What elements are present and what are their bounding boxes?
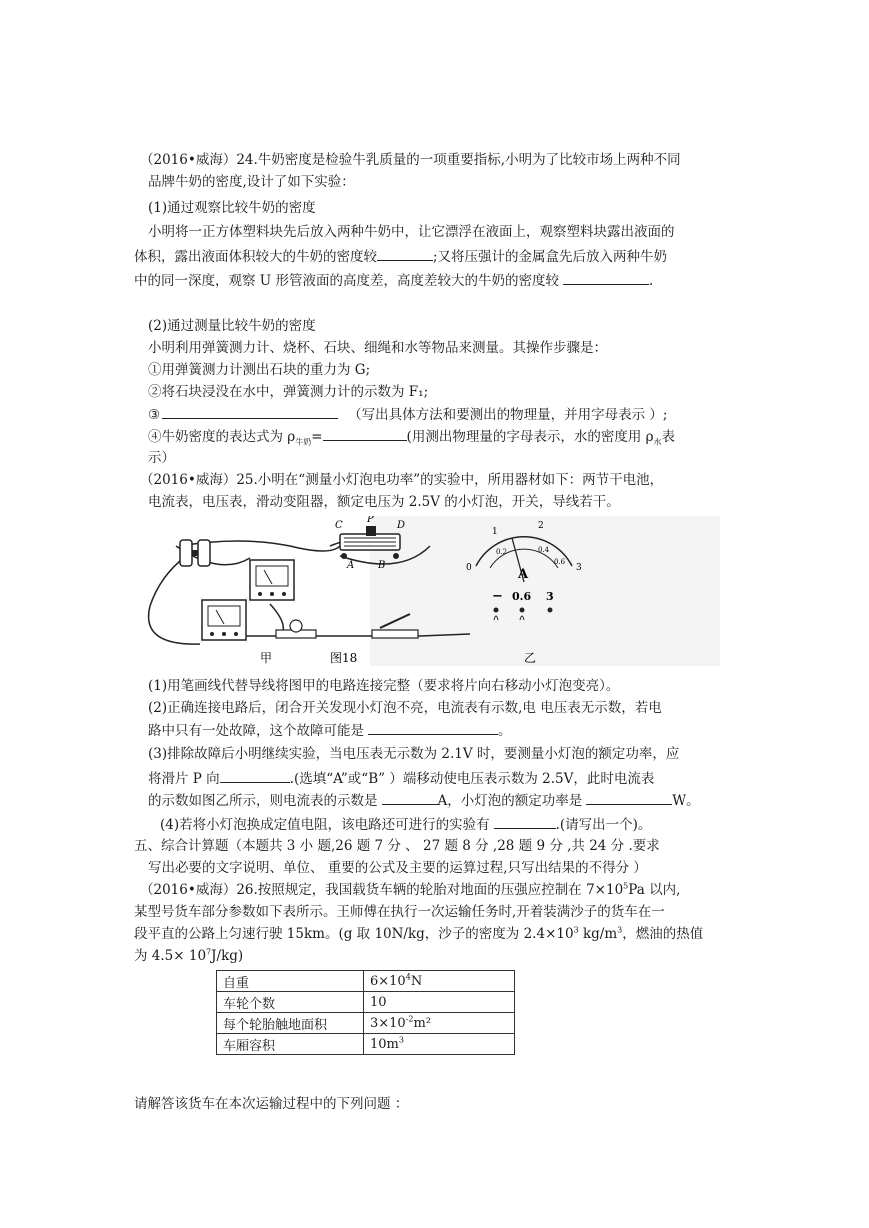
- cell-value-sup: 4: [405, 972, 411, 982]
- q26-line1-sup: 5: [623, 881, 629, 891]
- label-jia: 甲: [260, 651, 273, 665]
- q24-blank-2[interactable]: [563, 270, 649, 285]
- table-row: [217, 971, 515, 992]
- q26-line4-tail: J/kg): [211, 948, 244, 964]
- q25-blank-1[interactable]: [368, 720, 498, 735]
- q24-blank-3[interactable]: [162, 404, 338, 419]
- q24-line1: （2016•威海）24.牛奶密度是检验牛乳质量的一项重要指标,小明为了比较市场上两种不同: [140, 152, 681, 168]
- table-cell-value: [364, 992, 515, 1013]
- q24-part1-line2-text: 体积，露出液面体积较大的牛奶的密度较: [134, 249, 377, 265]
- q25-s4: [160, 814, 651, 835]
- q25-s3-line3-mid: A，小灯泡的额定功率是: [437, 793, 583, 809]
- q26-line3-unit: kg/m: [578, 926, 618, 942]
- q24-part1-title: (1)通过观察比较牛奶的密度: [148, 200, 316, 216]
- q24-blank-4[interactable]: [323, 426, 407, 441]
- table-row: [217, 992, 515, 1013]
- label-D: D: [397, 520, 406, 531]
- q24-part1-line3: [134, 270, 653, 291]
- scale-1: 1: [492, 527, 498, 537]
- q24-part1-line3-text: 中的同一深度，观察 U 形管液面的高度差，高度差较大的牛奶的密度较: [134, 273, 559, 289]
- q24-part2-title: (2)通过测量比较牛奶的密度: [148, 318, 316, 334]
- circuit-figure: [140, 516, 720, 666]
- q26-line4: [134, 946, 243, 966]
- q25-s3-line2-tail: .(选填“A”或“B” ）端移动使电压表示数为 2.5V，此时电流表: [289, 771, 655, 787]
- q24-step4-tail: 表: [661, 429, 676, 445]
- q24-step1: ①用弹簧测力计测出石块的重力为 G;: [148, 362, 371, 378]
- q25-s3-line3: [148, 790, 700, 811]
- q25-s2-line2-text: 路中只有一处故障，这个故障可能是: [148, 723, 364, 739]
- q24-step2: ②将石块浸没在水中，弹簧测力计的示数为 F₁;: [148, 384, 429, 400]
- q25-blank-2[interactable]: [220, 768, 290, 783]
- table-row: [217, 1013, 515, 1034]
- q25-s3-line1: (3)排除故障后小明继续实验，当电压表无示数为 2.1V 时，要测量小灯泡的额定功率，应: [148, 746, 680, 762]
- scale-3: 3: [576, 563, 582, 573]
- q24-step4-cont: 示）: [148, 450, 175, 466]
- q25-blank-5[interactable]: [494, 814, 556, 829]
- q26-line1-tail: Pa 以内,: [628, 882, 681, 898]
- q26-line3: [134, 924, 703, 944]
- label-C: C: [335, 520, 343, 531]
- q26-final: 请解答该货车在本次运输过程中的下列问题 ：: [134, 1096, 409, 1112]
- scale-2: 2: [538, 521, 544, 531]
- label-yi: 乙: [524, 651, 537, 665]
- q24-step4-sub2: 水: [653, 437, 662, 447]
- q24-part1-line3-tail: .: [648, 273, 654, 289]
- q25-blank-3[interactable]: [382, 790, 438, 805]
- q25-s3-line3-text: 的示数如图乙所示，则电流表的示数是: [148, 793, 378, 809]
- scale-0: 0: [466, 563, 472, 573]
- label-B: B: [378, 560, 386, 571]
- q25-s1: (1)用笔画线代替导线将图甲的电路连接完整（要求将片向右移动小灯泡变亮）。: [148, 678, 620, 694]
- scale-0-6: 0.6: [554, 558, 566, 566]
- q25-s4-text: (4)若将小灯泡换成定值电阻，该电路还可进行的实验有: [160, 817, 490, 833]
- cell-value-sup: 3: [398, 1035, 404, 1045]
- q25-line2: 电流表，电压表，滑动变阻器，额定电压为 2.5V 的小灯泡，开关，导线若干。: [148, 494, 620, 510]
- q24-step4-sub: 牛奶: [295, 437, 312, 447]
- q24-step4-eq: =: [311, 429, 323, 445]
- table-cell-value: [364, 1034, 515, 1055]
- q25-s3-line2: [148, 768, 654, 789]
- q26-line3-sup2: 3: [617, 925, 623, 935]
- section5-line1: 五、综合计算题（本题共 3 小 题,26 题 7 分 、 27 题 8 分 ,28 题 9 分 ,共 24 分 .要求: [134, 838, 660, 854]
- cell-value-text: 10m: [370, 1036, 399, 1052]
- voltmeter-icon: [250, 560, 294, 600]
- table-cell-key: 车轮个数: [217, 992, 364, 1013]
- q24-part1-line2-tail: ;又将压强计的金属盒先后放入两种牛奶: [433, 249, 668, 265]
- q25-s2-line2: [148, 720, 512, 741]
- q24-step4-text: ④牛奶密度的表达式为 ρ: [148, 429, 296, 445]
- table-cell-key: 自重: [217, 971, 364, 992]
- table-cell-value: [364, 971, 515, 992]
- cell-value-text: 3×10: [370, 1015, 406, 1031]
- q24-step3-text: （写出具体方法和要测出的物理量，并用字母表示 ）;: [348, 407, 668, 423]
- q26-line1-text: （2016•威海）26.按照规定，我国载货车辆的轮胎对地面的压强应控制在 7×10: [140, 882, 624, 898]
- ammeter-icon: [202, 600, 246, 640]
- q24-step3-num: ③: [148, 407, 161, 423]
- q24-step4: [148, 426, 675, 447]
- cell-value-unit: N: [410, 973, 423, 989]
- section5-line2: 写出必要的文字说明、单位、 重要的公式及主要的运算过程,只写出结果的不得分 ）: [148, 860, 647, 876]
- label-fig18: 图18: [330, 651, 358, 665]
- q26-line3-sup: 3: [573, 925, 579, 935]
- wire-battery-left: [149, 556, 200, 644]
- q24-step3: [148, 404, 667, 425]
- q24-part1-line1: 小明将一正方体塑料块先后放入两种牛奶中，让它漂浮在液面上，观察塑料块露出液面的: [148, 224, 675, 240]
- terminal-minus: −: [492, 589, 503, 604]
- q26-line2: 某型号货车部分参数如下表所示。王师傅在执行一次运输任务时,开着装满沙子的货车在一: [134, 904, 665, 920]
- meter-letter: A: [518, 567, 529, 582]
- q25-s2-line1: (2)正确连接电路后，闭合开关发现小灯泡不亮，电流表有示数,电 电压表无示数，若电: [148, 700, 662, 716]
- scale-0-2: 0.2: [496, 548, 508, 556]
- label-A: A: [347, 560, 355, 571]
- terminal-0-6: 0.6: [512, 590, 532, 603]
- q26-line1: [140, 880, 680, 900]
- q24-blank-1[interactable]: [377, 246, 433, 261]
- table-cell-key: 每个轮胎触地面积: [217, 1013, 364, 1034]
- q24-part2-line1: 小明利用弹簧测力计、烧杯、石块、细绳和水等物品来测量。其操作步骤是：: [148, 340, 607, 356]
- q25-line1: （2016•威海）25.小明在“测量小灯泡电功率”的实验中，所用器材如下：两节干电池，: [140, 472, 664, 488]
- q24-step4-hint: (用测出物理量的字母表示，水的密度用 ρ: [406, 429, 654, 445]
- terminal-3: 3: [546, 590, 554, 603]
- q25-s3-line2-text: 将滑片 P 向: [148, 771, 220, 787]
- q26-line4-text: 为 4.5× 10: [134, 948, 207, 964]
- q26-line4-sup: 7: [206, 947, 212, 957]
- figure-background: [370, 516, 720, 666]
- table-row: [217, 1034, 515, 1055]
- q26-line3-tail: ，燃油的热值: [622, 926, 704, 942]
- q24-part1-line2: [134, 246, 667, 267]
- q26-line3-text: 段平直的公路上匀速行驶 15km。(g 取 10N/kg，沙子的密度为 2.4×10: [134, 926, 574, 942]
- q25-s4-tail: .(请写出一个)。: [555, 817, 652, 833]
- q24-line2: 品牌牛奶的密度,设计了如下实验：: [148, 174, 355, 190]
- q25-s2-line2-tail: 。: [498, 723, 512, 739]
- q25-blank-4[interactable]: [586, 790, 672, 805]
- table-cell-value: [364, 1013, 515, 1034]
- cell-value-sup: -2: [405, 1014, 414, 1024]
- truck-spec-table: [216, 970, 515, 1055]
- cell-value-text: 10: [370, 994, 387, 1010]
- label-P: P: [367, 516, 374, 525]
- cell-value-unit: m²: [413, 1015, 432, 1031]
- q25-s3-line3-tail: W。: [672, 793, 700, 809]
- scale-0-4: 0.4: [538, 546, 550, 554]
- cell-value-text: 6×10: [370, 973, 406, 989]
- table-cell-key: 车厢容积: [217, 1034, 364, 1055]
